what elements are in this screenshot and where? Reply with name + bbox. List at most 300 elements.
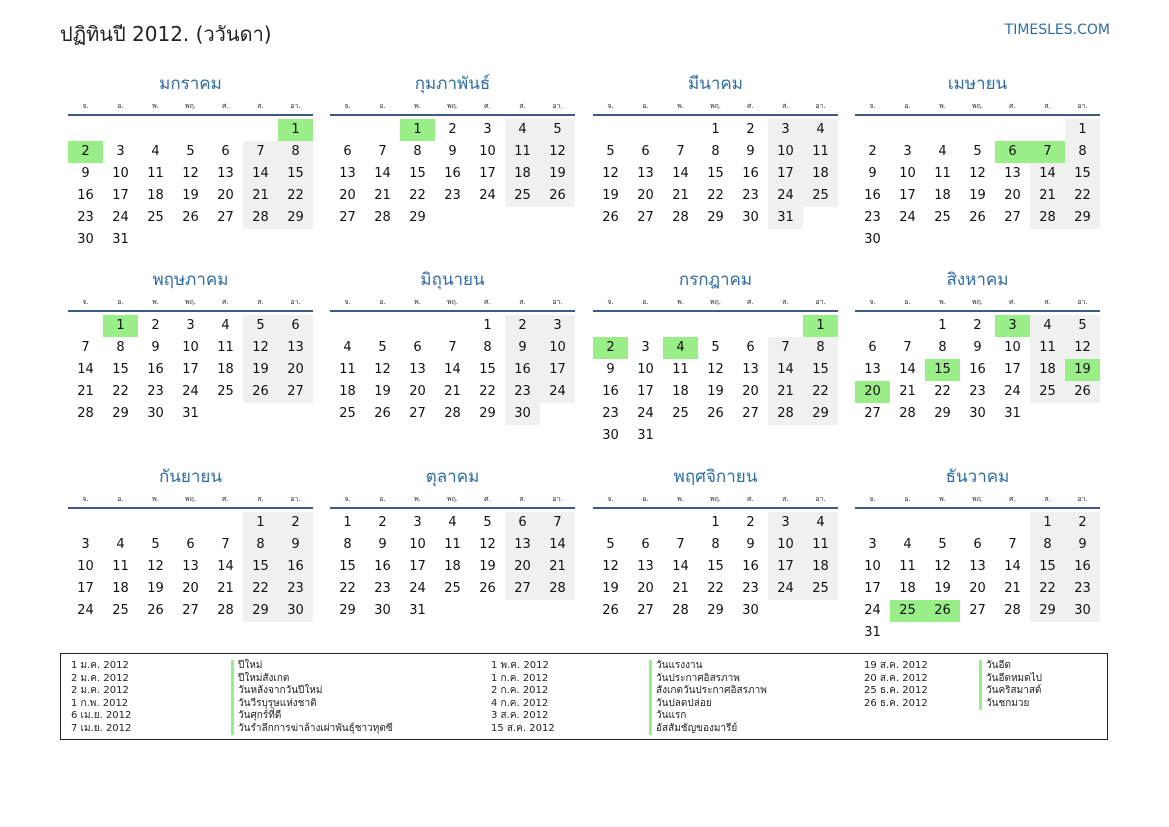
day-cell: 26 — [540, 185, 575, 207]
day-cell: 29 — [339, 603, 356, 618]
legend-date-column — [491, 660, 555, 735]
day-cell: 23 — [742, 188, 759, 203]
empty-cell — [995, 119, 1030, 141]
day-cell: 27 — [278, 381, 313, 403]
day-cell: 29 — [278, 207, 313, 229]
day-cell: 30 — [147, 406, 164, 421]
day-grid — [330, 509, 575, 622]
day-cell: 2 — [505, 315, 540, 337]
site-link[interactable]: TIMESLES.COM — [1004, 22, 1110, 38]
weekday-label: อ. — [117, 495, 124, 503]
day-cell: 24 — [479, 188, 496, 203]
weekday-label: อา. — [815, 495, 826, 503]
weekday-header — [855, 294, 1100, 312]
day-cell: 24 — [182, 384, 199, 399]
empty-cell — [925, 512, 960, 534]
day-cell: 21 — [217, 581, 234, 596]
day-cell: 13 — [182, 559, 199, 574]
empty-cell — [628, 315, 663, 337]
day-cell: 30 — [864, 232, 881, 247]
weekday-label: อ. — [379, 495, 386, 503]
weekday-label: พฤ. — [709, 495, 722, 503]
day-cell: 3 — [641, 340, 650, 355]
day-cell: 28 — [672, 210, 689, 225]
day-cell: 29 — [243, 600, 278, 622]
day-cell: 1 — [483, 318, 492, 333]
day-cell: 28 — [768, 403, 803, 425]
day-cell: 18 — [505, 163, 540, 185]
weekday-label: อ. — [904, 102, 911, 110]
day-cell: 22 — [934, 384, 951, 399]
month-calendar — [855, 266, 1100, 425]
day-cell: 24 — [899, 210, 916, 225]
day-cell: 11 — [1030, 337, 1065, 359]
day-cell: 12 — [707, 362, 724, 377]
day-cell: 28 — [243, 207, 278, 229]
day-cell: 27 — [182, 603, 199, 618]
weekday-label: ศ. — [747, 102, 754, 110]
weekday-label: อ. — [117, 102, 124, 110]
day-cell: 6 — [186, 537, 195, 552]
day-cell: 30 — [1065, 600, 1100, 622]
day-cell: 17 — [409, 559, 426, 574]
day-cell: 26 — [147, 603, 164, 618]
day-cell: 20 — [182, 581, 199, 596]
month-calendar — [330, 266, 575, 425]
empty-cell — [400, 315, 435, 337]
day-cell: 21 — [1030, 185, 1065, 207]
day-cell: 16 — [742, 559, 759, 574]
day-cell: 2 — [378, 515, 387, 530]
weekday-header — [855, 491, 1100, 509]
day-cell: 4 — [1030, 315, 1065, 337]
day-cell: 24 — [1004, 384, 1021, 399]
day-cell: 25 — [803, 185, 838, 207]
day-cell: 29 — [707, 210, 724, 225]
day-cell: 4 — [505, 119, 540, 141]
day-cell: 27 — [637, 210, 654, 225]
day-cell: 15 — [409, 166, 426, 181]
day-cell: 10 — [637, 362, 654, 377]
month-name: กุมภาพันธ์ — [414, 74, 491, 94]
weekday-header — [68, 294, 313, 312]
weekday-label: พ. — [414, 495, 421, 503]
empty-cell — [365, 119, 400, 141]
day-cell: 27 — [969, 603, 986, 618]
day-grid — [68, 116, 313, 251]
weekday-label: ศ. — [1009, 298, 1016, 306]
legend-name-column — [649, 660, 767, 735]
day-cell: 8 — [711, 144, 720, 159]
legend-date-column — [71, 660, 131, 735]
day-cell: 30 — [602, 428, 619, 443]
day-cell: 22 — [278, 185, 313, 207]
day-cell: 15 — [339, 559, 356, 574]
holiday-date: 19 ส.ค. 2012 — [864, 660, 928, 671]
day-cell: 28 — [77, 406, 94, 421]
day-cell: 30 — [278, 600, 313, 622]
empty-cell — [855, 315, 890, 337]
day-cell: 28 — [540, 578, 575, 600]
day-cell: 29 — [1030, 600, 1065, 622]
empty-cell — [138, 119, 173, 141]
weekday-label: ศ. — [747, 298, 754, 306]
month-calendar — [68, 266, 313, 425]
day-cell: 30 — [374, 603, 391, 618]
day-cell: 8 — [938, 340, 947, 355]
day-cell: 3 — [186, 318, 195, 333]
day-cell: 15 — [707, 166, 724, 181]
day-cell: 27 — [742, 406, 759, 421]
day-cell: 23 — [505, 381, 540, 403]
holiday-name: วันปลดปล่อย — [649, 698, 767, 711]
weekday-label: ส. — [257, 298, 264, 306]
empty-cell — [593, 119, 628, 141]
day-cell: 22 — [1030, 578, 1065, 600]
day-cell: 29 — [707, 603, 724, 618]
day-cell: 3 — [116, 144, 125, 159]
day-cell: 13 — [864, 362, 881, 377]
day-cell: 15 — [278, 163, 313, 185]
day-cell: 4 — [938, 144, 947, 159]
day-cell: 4 — [803, 512, 838, 534]
day-cell: 25 — [444, 581, 461, 596]
holiday-day-cell: 2 — [68, 141, 103, 163]
empty-cell — [103, 512, 138, 534]
weekday-label: อา. — [1077, 102, 1088, 110]
day-grid — [330, 312, 575, 425]
weekday-label: ศ. — [222, 298, 229, 306]
weekday-label: ศ. — [1009, 495, 1016, 503]
day-cell: 12 — [479, 537, 496, 552]
day-cell: 12 — [540, 141, 575, 163]
month-calendar — [855, 463, 1100, 644]
weekday-label: จ. — [82, 298, 89, 306]
day-cell: 7 — [676, 537, 685, 552]
day-cell: 6 — [278, 315, 313, 337]
day-cell: 23 — [77, 210, 94, 225]
day-cell: 22 — [339, 581, 356, 596]
day-cell: 26 — [479, 581, 496, 596]
day-cell: 7 — [676, 144, 685, 159]
month-calendar — [68, 70, 313, 251]
day-cell: 1 — [711, 515, 720, 530]
weekday-label: พ. — [414, 102, 421, 110]
weekday-label: อา. — [290, 102, 301, 110]
holiday-legend — [60, 653, 1108, 740]
day-cell: 9 — [278, 534, 313, 556]
day-cell: 26 — [602, 210, 619, 225]
month-calendar — [330, 463, 575, 622]
day-cell: 27 — [409, 406, 426, 421]
day-cell: 20 — [637, 581, 654, 596]
weekday-label: จ. — [869, 298, 876, 306]
page-title: ปฏิทินปี 2012. (ววันดา) — [60, 22, 272, 46]
holiday-day-cell: 19 — [1065, 359, 1100, 381]
weekday-label: อ. — [379, 298, 386, 306]
day-cell: 9 — [81, 166, 90, 181]
legend-date-column — [864, 660, 928, 710]
day-cell: 10 — [1004, 340, 1021, 355]
day-cell: 16 — [147, 362, 164, 377]
month-name: กรกฎาคม — [678, 270, 753, 290]
holiday-name: วันแรก — [649, 710, 767, 723]
day-cell: 31 — [112, 232, 129, 247]
weekday-label: พฤ. — [184, 495, 197, 503]
weekday-label: ศ. — [747, 495, 754, 503]
day-cell: 7 — [243, 141, 278, 163]
empty-cell — [855, 119, 890, 141]
day-cell: 11 — [339, 362, 356, 377]
day-cell: 19 — [182, 188, 199, 203]
day-cell: 1 — [1030, 512, 1065, 534]
day-cell: 12 — [602, 559, 619, 574]
day-cell: 10 — [409, 537, 426, 552]
day-cell: 17 — [77, 581, 94, 596]
day-cell: 13 — [409, 362, 426, 377]
day-cell: 28 — [217, 603, 234, 618]
day-cell: 18 — [147, 188, 164, 203]
month-calendar — [593, 463, 838, 622]
weekday-label: จ. — [607, 102, 614, 110]
holiday-date: 4 ก.ค. 2012 — [491, 697, 549, 709]
day-cell: 20 — [969, 581, 986, 596]
weekday-label: ส. — [519, 298, 526, 306]
day-cell: 18 — [803, 163, 838, 185]
day-cell: 13 — [637, 166, 654, 181]
day-cell: 5 — [606, 537, 615, 552]
day-cell: 27 — [1004, 210, 1021, 225]
day-cell: 22 — [1065, 185, 1100, 207]
day-cell: 15 — [1030, 556, 1065, 578]
weekday-label: อา. — [1077, 495, 1088, 503]
day-cell: 10 — [864, 559, 881, 574]
day-cell: 16 — [1065, 556, 1100, 578]
day-cell: 24 — [112, 210, 129, 225]
day-cell: 29 — [934, 406, 951, 421]
day-cell: 17 — [112, 188, 129, 203]
day-cell: 22 — [409, 188, 426, 203]
weekday-label: พฤ. — [446, 495, 459, 503]
day-cell: 25 — [339, 406, 356, 421]
empty-cell — [768, 315, 803, 337]
weekday-label: จ. — [344, 298, 351, 306]
weekday-label: อ. — [117, 298, 124, 306]
weekday-header — [330, 98, 575, 116]
day-cell: 6 — [746, 340, 755, 355]
day-cell: 18 — [112, 581, 129, 596]
holiday-date: 7 เม.ย. 2012 — [71, 722, 132, 734]
empty-cell — [855, 512, 890, 534]
weekday-label: พ. — [152, 298, 159, 306]
day-cell: 5 — [606, 144, 615, 159]
weekday-label: พ. — [152, 102, 159, 110]
day-cell: 31 — [637, 428, 654, 443]
holiday-date: 1 ก.พ. 2012 — [71, 697, 129, 709]
day-cell: 21 — [374, 188, 391, 203]
day-cell: 15 — [479, 362, 496, 377]
day-cell: 11 — [217, 340, 234, 355]
day-cell: 14 — [217, 559, 234, 574]
holiday-day-cell: 1 — [103, 315, 138, 337]
day-cell: 23 — [969, 384, 986, 399]
month-calendar — [855, 70, 1100, 251]
day-cell: 9 — [448, 144, 457, 159]
day-cell: 17 — [1004, 362, 1021, 377]
empty-cell — [68, 512, 103, 534]
weekday-header — [330, 491, 575, 509]
day-cell: 20 — [742, 384, 759, 399]
day-cell: 21 — [672, 188, 689, 203]
weekday-label: พ. — [677, 495, 684, 503]
day-cell: 25 — [803, 578, 838, 600]
empty-cell — [1030, 119, 1065, 141]
weekday-label: ส. — [519, 495, 526, 503]
day-cell: 2 — [973, 318, 982, 333]
day-grid — [593, 312, 838, 447]
day-cell: 7 — [903, 340, 912, 355]
day-cell: 14 — [444, 362, 461, 377]
day-cell: 25 — [1030, 381, 1065, 403]
day-cell: 17 — [768, 163, 803, 185]
holiday-date: 20 ส.ค. 2012 — [864, 672, 928, 684]
day-cell: 27 — [637, 603, 654, 618]
holiday-date: 2 ม.ค. 2012 — [71, 672, 129, 684]
weekday-label: อา. — [552, 495, 563, 503]
day-grid — [68, 312, 313, 425]
day-cell: 29 — [409, 210, 426, 225]
empty-cell — [663, 512, 698, 534]
empty-cell — [243, 119, 278, 141]
day-cell: 13 — [339, 166, 356, 181]
weekday-label: พ. — [414, 298, 421, 306]
day-cell: 2 — [868, 144, 877, 159]
day-cell: 25 — [505, 185, 540, 207]
day-cell: 21 — [899, 384, 916, 399]
holiday-day-cell: 2 — [593, 337, 628, 359]
weekday-label: พฤ. — [971, 102, 984, 110]
weekday-label: พฤ. — [971, 298, 984, 306]
day-cell: 28 — [672, 603, 689, 618]
day-cell: 18 — [1030, 359, 1065, 381]
weekday-label: ส. — [257, 495, 264, 503]
day-cell: 2 — [746, 122, 755, 137]
day-cell: 21 — [672, 581, 689, 596]
month-calendar — [593, 70, 838, 229]
day-cell: 12 — [1065, 337, 1100, 359]
day-cell: 16 — [278, 556, 313, 578]
day-cell: 18 — [899, 581, 916, 596]
day-cell: 24 — [637, 406, 654, 421]
day-cell: 27 — [505, 578, 540, 600]
day-cell: 1 — [243, 512, 278, 534]
holiday-name: วันประกาศอิสรภาพ — [649, 673, 767, 686]
day-cell: 8 — [116, 340, 125, 355]
day-cell: 2 — [448, 122, 457, 137]
month-name: ตุลาคม — [425, 467, 480, 487]
day-cell: 3 — [868, 537, 877, 552]
day-cell: 29 — [803, 403, 838, 425]
day-cell: 10 — [768, 534, 803, 556]
weekday-label: อา. — [815, 298, 826, 306]
holiday-name: วันอีด — [979, 660, 1042, 673]
holiday-name: ปีใหม่ — [231, 660, 393, 673]
day-cell: 1 — [938, 318, 947, 333]
weekday-label: อา. — [552, 102, 563, 110]
day-cell: 11 — [934, 166, 951, 181]
empty-cell — [173, 119, 208, 141]
day-cell: 20 — [217, 188, 234, 203]
day-cell: 31 — [182, 406, 199, 421]
day-cell: 14 — [672, 559, 689, 574]
day-cell: 10 — [540, 337, 575, 359]
day-cell: 7 — [221, 537, 230, 552]
day-cell: 8 — [278, 141, 313, 163]
weekday-label: ส. — [782, 495, 789, 503]
day-cell: 18 — [217, 362, 234, 377]
day-cell: 15 — [803, 359, 838, 381]
empty-cell — [330, 315, 365, 337]
month-calendar — [330, 70, 575, 229]
day-cell: 21 — [444, 384, 461, 399]
weekday-label: จ. — [607, 495, 614, 503]
day-cell: 21 — [768, 381, 803, 403]
day-cell: 8 — [243, 534, 278, 556]
day-cell: 4 — [903, 537, 912, 552]
day-cell: 11 — [672, 362, 689, 377]
day-cell: 28 — [1004, 603, 1021, 618]
month-name: สิงหาคม — [946, 270, 1009, 290]
day-cell: 3 — [768, 119, 803, 141]
holiday-day-cell: 4 — [663, 337, 698, 359]
day-cell: 18 — [934, 188, 951, 203]
weekday-label: พ. — [677, 102, 684, 110]
day-cell: 12 — [602, 166, 619, 181]
holiday-date: 3 ส.ค. 2012 — [491, 710, 549, 721]
day-cell: 9 — [868, 166, 877, 181]
day-cell: 18 — [803, 556, 838, 578]
day-cell: 4 — [803, 119, 838, 141]
empty-cell — [593, 512, 628, 534]
day-cell: 13 — [505, 534, 540, 556]
day-cell: 19 — [479, 559, 496, 574]
day-cell: 11 — [147, 166, 164, 181]
day-cell: 26 — [374, 406, 391, 421]
day-cell: 1 — [1065, 119, 1100, 141]
day-cell: 31 — [768, 207, 803, 229]
weekday-label: อา. — [552, 298, 563, 306]
empty-cell — [435, 315, 470, 337]
day-cell: 15 — [1065, 163, 1100, 185]
weekday-label: ส. — [1044, 298, 1051, 306]
day-cell: 23 — [374, 581, 391, 596]
weekday-label: ส. — [257, 102, 264, 110]
day-cell: 19 — [540, 163, 575, 185]
day-cell: 16 — [742, 166, 759, 181]
day-cell: 3 — [540, 315, 575, 337]
day-cell: 19 — [243, 359, 278, 381]
weekday-label: ศ. — [222, 495, 229, 503]
day-cell: 5 — [483, 515, 492, 530]
holiday-name: ปีใหม่สังเกต — [231, 673, 393, 686]
holiday-day-cell: 7 — [1030, 141, 1065, 163]
holiday-day-cell: 6 — [995, 141, 1030, 163]
weekday-header — [68, 491, 313, 509]
weekday-label: ส. — [519, 102, 526, 110]
day-grid — [68, 509, 313, 622]
weekday-label: จ. — [82, 495, 89, 503]
holiday-day-cell: 25 — [890, 600, 925, 622]
